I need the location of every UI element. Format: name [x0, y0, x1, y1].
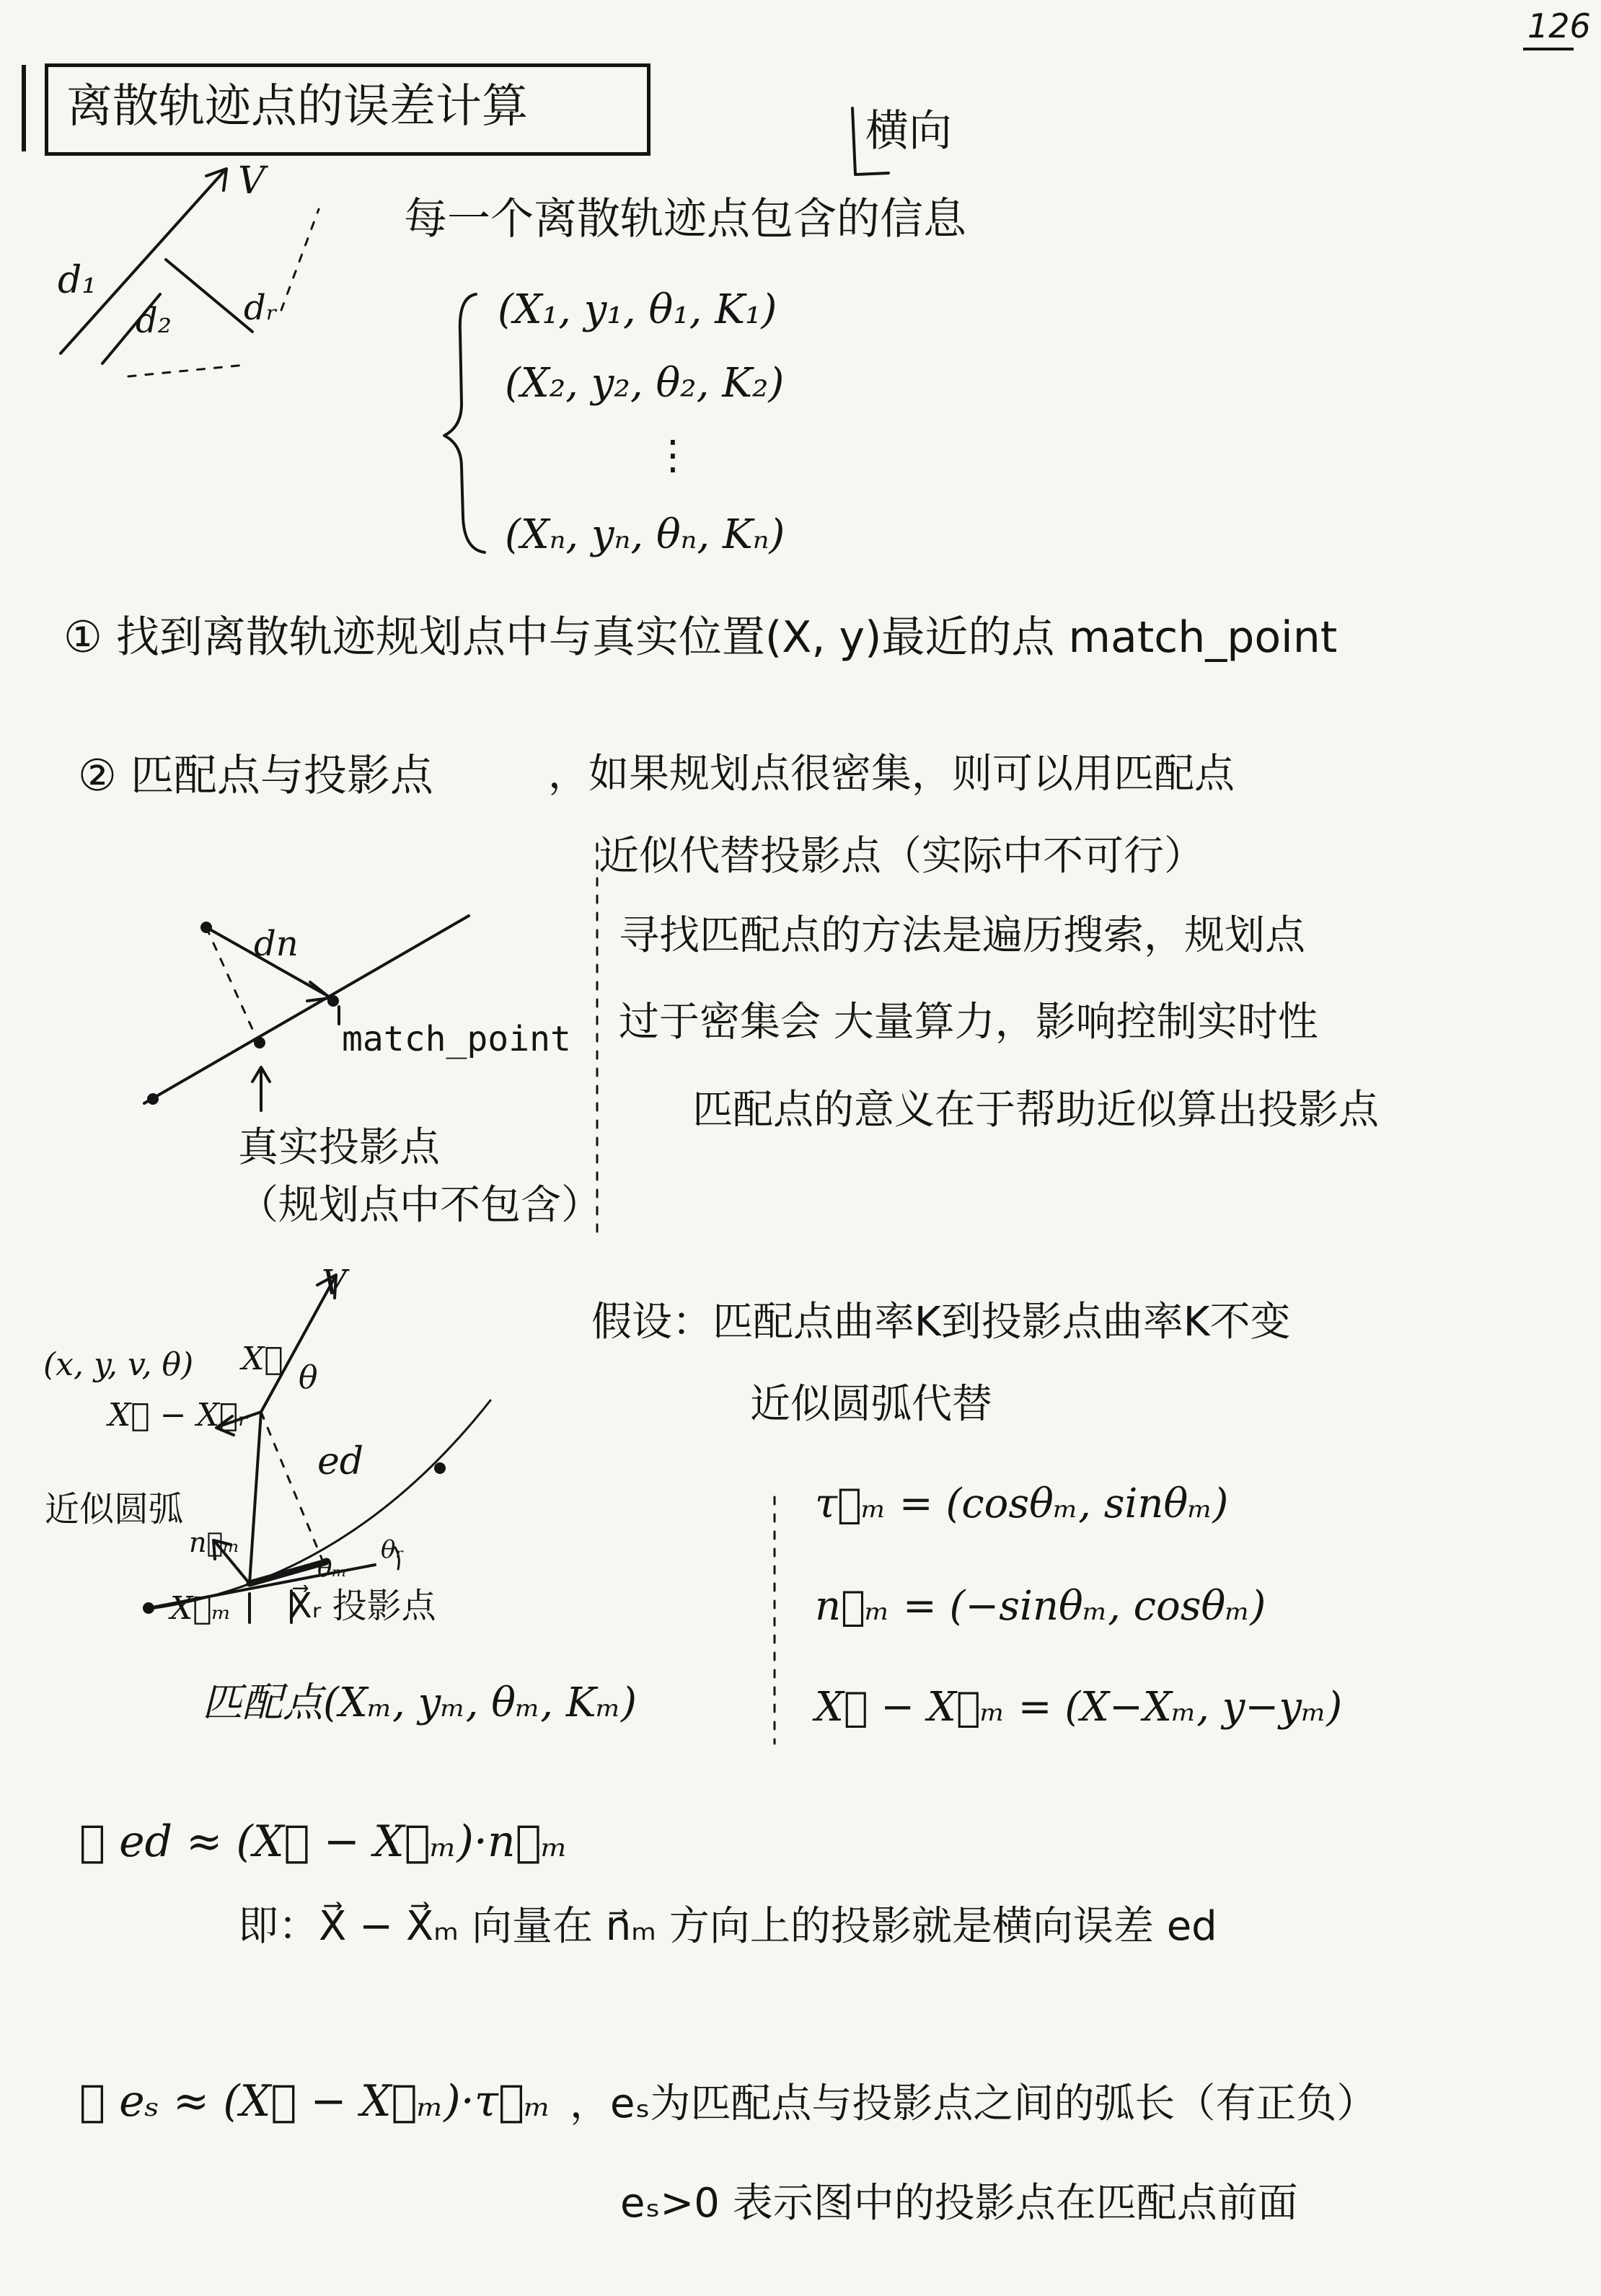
- ed-label: ed: [317, 1440, 364, 1483]
- step2-line-4: 过于密集会 大量算力，影响控制实时性: [619, 999, 1318, 1046]
- formula-n: n⃗ₘ = (−sinθₘ, cosθₘ): [815, 1583, 1266, 1630]
- intro-caption: 每一个离散轨迹点包含的信息: [404, 194, 966, 244]
- lateral-note: 横向: [865, 106, 952, 156]
- step2-line-3: 寻找匹配点的方法是遍历搜索，规划点: [619, 912, 1305, 959]
- d1-v-label: V: [238, 159, 265, 203]
- tuple-1: (X₁, y₁, θ₁, K₁): [498, 286, 777, 333]
- projection-point-label: X⃗ᵣ 投影点: [288, 1586, 436, 1626]
- step2-heading: ② 匹配点与投影点: [78, 751, 433, 801]
- not-included-label: （规划点中不包含）: [238, 1182, 601, 1229]
- real-projection-label: 真实投影点: [238, 1124, 440, 1171]
- lateral-note-hook: [852, 108, 888, 175]
- x-vec-label: X⃗: [242, 1341, 283, 1377]
- step2-line-2: 近似代替投影点（实际中不可行）: [599, 833, 1204, 880]
- d2-label: d₂: [136, 301, 172, 341]
- diagram3-lines: [143, 1275, 490, 1622]
- theta-m-label: θₘ: [317, 1554, 348, 1583]
- match-point-tuple: 匹配点(Xₘ, yₘ, θₘ, Kₘ): [202, 1679, 637, 1726]
- x-minus-xr-label: X⃗ − X⃗ᵣ: [108, 1397, 250, 1434]
- theta-r-label: θᵣ: [381, 1535, 405, 1564]
- d1-label: d₁: [58, 259, 97, 302]
- formula-tau: τ⃗ₘ = (cosθₘ, sinθₘ): [815, 1480, 1229, 1527]
- formula-x: X⃗ − X⃗ₘ = (X−Xₘ, y−yₘ): [815, 1684, 1343, 1731]
- theta-label: θ: [299, 1359, 318, 1396]
- nm-label: n⃗ₘ: [189, 1527, 240, 1558]
- state-label: (x, y, v, θ): [43, 1346, 194, 1383]
- step3-note: 即：X⃗ − X⃗ₘ 向量在 n⃗ₘ 方向上的投影就是横向误差 ed: [238, 1903, 1217, 1950]
- assumption-line-1: 假设：匹配点曲率K到投影点曲率K不变: [591, 1299, 1291, 1346]
- assumption-line-2: 近似圆弧代替: [750, 1381, 992, 1428]
- dr-label: dᵣ: [244, 288, 278, 328]
- page-number: 126: [1527, 6, 1591, 45]
- step4-formula: ④ eₛ ≈ (X⃗ − X⃗ₘ)·τ⃗ₘ: [79, 2076, 551, 2127]
- diagram1-lines: [61, 169, 319, 376]
- d3-v-label: V: [322, 1263, 347, 1303]
- diagram2-lines: [144, 916, 469, 1111]
- page-title: 离散轨迹点的误差计算: [66, 80, 528, 133]
- step2-line-1: ，如果规划点很密集，则可以用匹配点: [548, 751, 1235, 798]
- dn-label: dn: [254, 924, 299, 964]
- approx-arc-label: 近似圆弧: [45, 1489, 184, 1529]
- step4-note: ，eₛ为匹配点与投影点之间的弧长（有正负）: [570, 2080, 1377, 2127]
- step2-line-5: 匹配点的意义在于帮助近似算出投影点: [692, 1087, 1379, 1134]
- tuple-2: (X₂, y₂, θ₂, K₂): [505, 360, 785, 407]
- step3-formula: ③ ed ≈ (X⃗ − X⃗ₘ)·n⃗ₘ: [79, 1816, 568, 1867]
- tuple-ellipsis: ⋮: [653, 432, 693, 479]
- tuple-n: (Xₙ, yₙ, θₙ, Kₙ): [505, 511, 785, 558]
- step1-text: ① 找到离散轨迹规划点中与真实位置(X, y)最近的点 match_point: [63, 612, 1338, 663]
- xm-label: X⃗ₘ: [170, 1590, 231, 1627]
- match-point-label: match_point: [342, 1019, 571, 1059]
- step4-note2: eₛ>0 表示图中的投影点在匹配点前面: [620, 2180, 1298, 2227]
- tuple-brace: [444, 294, 485, 552]
